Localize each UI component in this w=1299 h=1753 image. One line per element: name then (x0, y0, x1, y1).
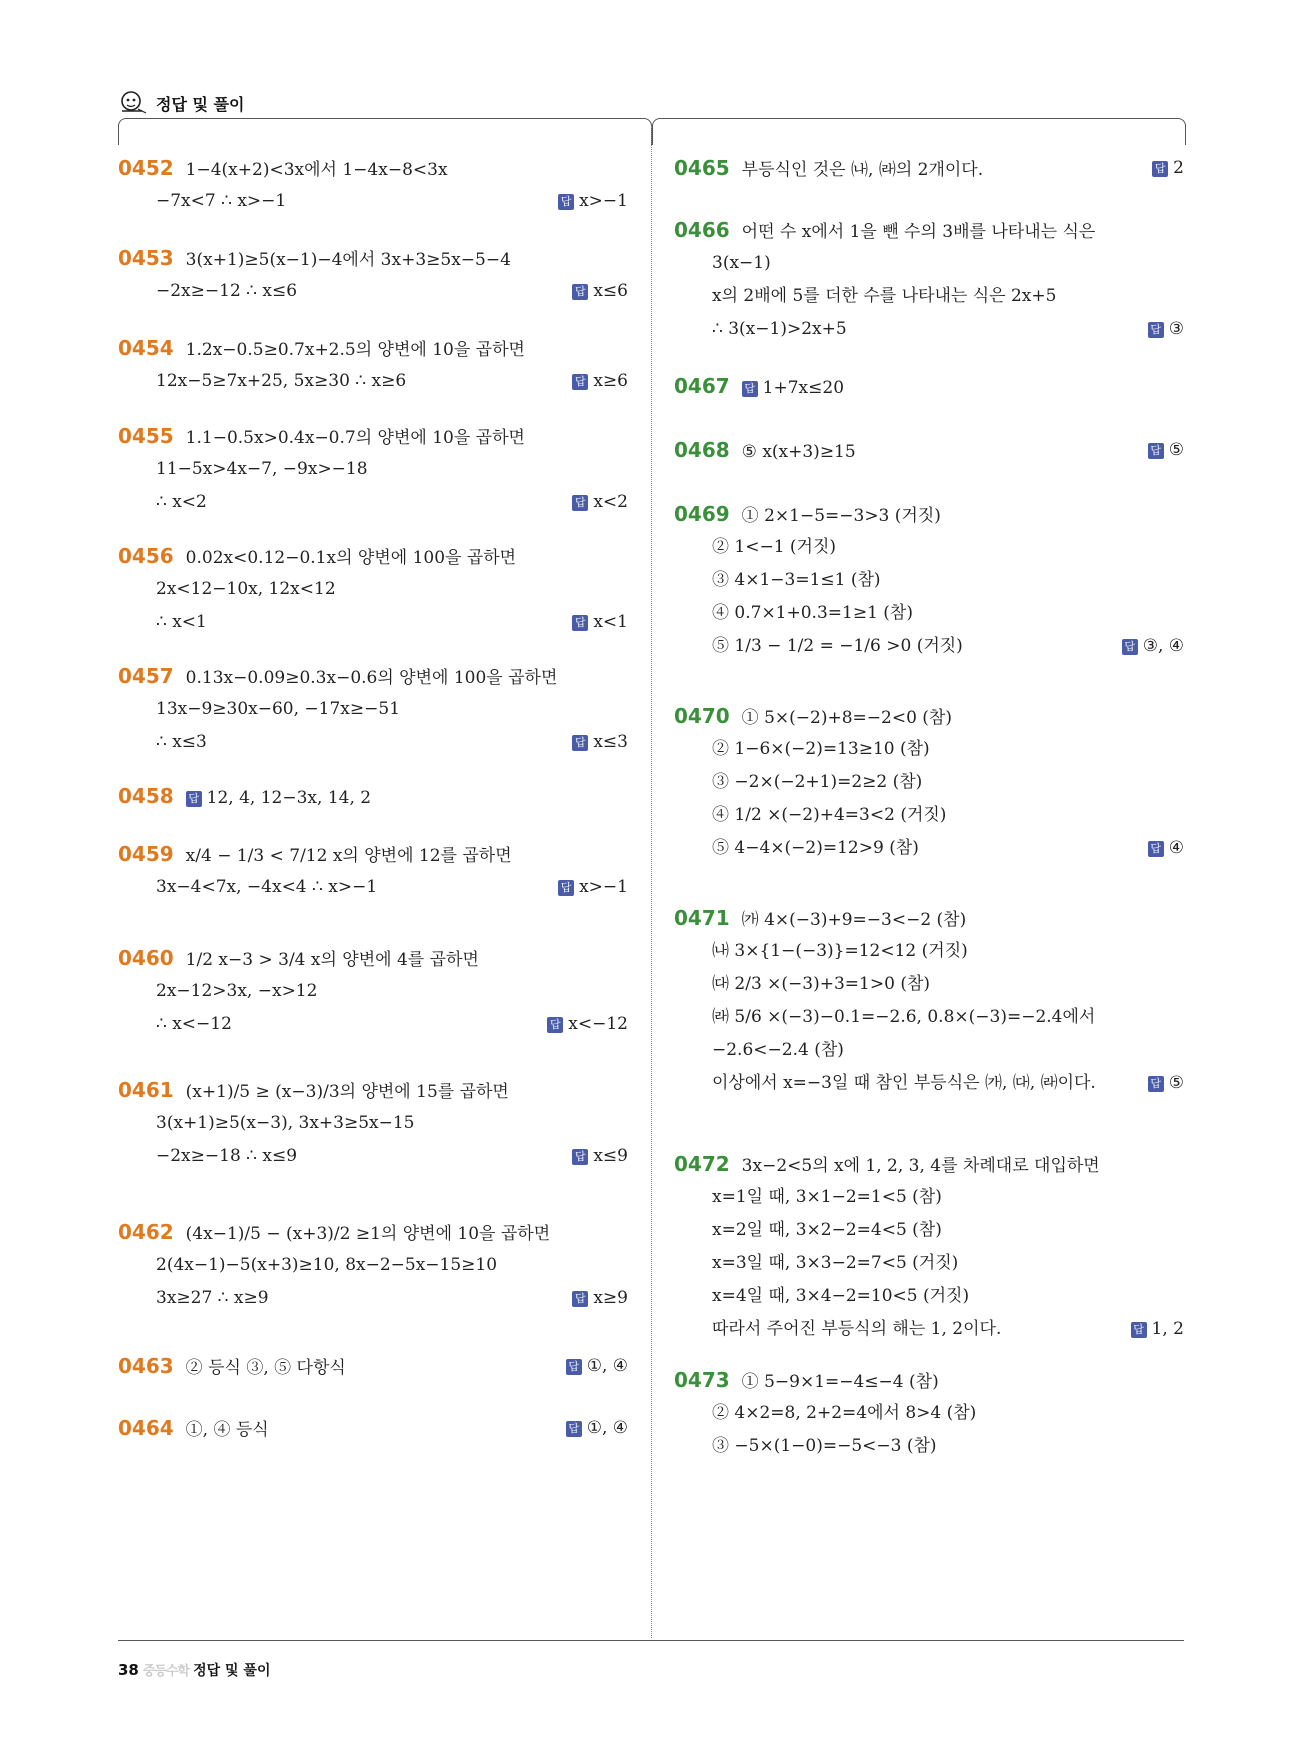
problem-line (674, 1148, 1184, 1181)
problem-line (118, 1216, 628, 1249)
problem-text: ⑤ 1/3 − 1/2 = −1/6 >0 (거짓) (712, 636, 963, 656)
answer-badge: 답 (1122, 639, 1138, 655)
answer-badge: 답 (572, 1149, 588, 1165)
footer-book-title: 중등수학 (142, 1664, 190, 1679)
problem-line (674, 968, 1184, 1001)
problem-line (118, 152, 628, 185)
problem-number: 0456 (118, 544, 174, 568)
problem-line (118, 1249, 628, 1282)
problem-text: ② 등식 ③, ⑤ 다항식 (185, 1358, 346, 1378)
problem-line (118, 1107, 628, 1140)
answer-badge: 답 (572, 735, 588, 751)
problem-text: 2(4x−1)−5(x+3)≥10, 8x−2−5x−15≥10 (156, 1255, 498, 1275)
answer-value: x≤9 (593, 1146, 628, 1166)
problem-number: 0473 (674, 1368, 730, 1392)
problem-line (674, 1280, 1184, 1313)
problem-text: ∴ 3(x−1)>2x+5 (712, 319, 847, 339)
problem-line (674, 280, 1184, 313)
problem-text: 1−4(x+2)<3x에서 1−4x−8<3x (185, 160, 448, 180)
answer (566, 1350, 628, 1383)
answer-badge: 답 (186, 791, 202, 807)
problem-text: x의 2배에 5를 더한 수를 나타내는 식은 2x+5 (712, 286, 1057, 306)
problem-text: x=4일 때, 3×4−2=10<5 (거짓) (712, 1286, 970, 1306)
problem-line (674, 1430, 1184, 1463)
problem-number: 0469 (674, 502, 730, 526)
answer-value: x<2 (593, 492, 628, 512)
problem-text: −2x≥−12 ∴ x≤6 (156, 281, 298, 301)
problem-number: 0471 (674, 906, 730, 930)
problem-line (674, 564, 1184, 597)
problem-text: ∴ x<2 (156, 492, 207, 512)
problem-text: 12, 4, 12−3x, 14, 2 (206, 788, 372, 808)
answer-value: x<−12 (568, 1014, 628, 1034)
header-title: 정답 및 풀이 (156, 94, 245, 114)
problem-text: ④ 0.7×1+0.3=1≥1 (참) (712, 603, 913, 623)
problem-line (118, 871, 628, 904)
problem-text: ④ 1/2 ×(−2)+4=3<2 (거짓) (712, 805, 947, 825)
problem-text: (x+1)/5 ≥ (x−3)/3의 양변에 15를 곱하면 (185, 1082, 509, 1102)
problem-line (118, 838, 628, 871)
problem-line (674, 1181, 1184, 1214)
problem-0460 (118, 942, 628, 1041)
problem-line (118, 1074, 628, 1107)
answer-badge: 답 (1152, 161, 1168, 177)
problem-text: ③ 4×1−3=1≤1 (참) (712, 570, 881, 590)
problem-number: 0459 (118, 842, 174, 866)
problem-0470 (674, 700, 1184, 865)
problem-line (118, 185, 628, 218)
problem-text: 1.1−0.5x>0.4x−0.7의 양변에 10을 곱하면 (185, 428, 525, 448)
problem-line (674, 902, 1184, 935)
problem-text: ② 4×2=8, 2+2=4에서 8>4 (참) (712, 1403, 977, 1423)
problem-line (674, 1313, 1184, 1346)
problem-number: 0452 (118, 156, 174, 180)
problem-text: ㈏ 3×{1−(−3)}=12<12 (거짓) (712, 941, 968, 961)
problem-text: 0.02x<0.12−0.1x의 양변에 100을 곱하면 (185, 548, 517, 568)
problem-text: x=1일 때, 3×1−2=1<5 (참) (712, 1187, 942, 1207)
problem-text: 3(x+1)≥5(x−3), 3x+3≥5x−15 (156, 1113, 415, 1133)
answer (1148, 832, 1184, 865)
answer (572, 1140, 628, 1173)
problem-line (674, 531, 1184, 564)
problem-line (674, 1214, 1184, 1247)
problem-0472 (674, 1148, 1184, 1346)
footer-section: 정답 및 풀이 (193, 1663, 271, 1679)
problem-line (674, 799, 1184, 832)
mascot-icon (118, 89, 148, 117)
problem-text: ① 5−9×1=−4≤−4 (참) (741, 1372, 939, 1392)
problem-text: 11−5x>4x−7, −9x>−18 (156, 459, 368, 479)
answer (1148, 313, 1184, 346)
problem-line (118, 660, 628, 693)
problem-line (674, 1247, 1184, 1280)
answer-badge: 답 (572, 615, 588, 631)
problem-text: x=2일 때, 3×2−2=4<5 (참) (712, 1220, 942, 1240)
problem-text: 이상에서 x=−3일 때 참인 부등식은 ㈎, ㈐, ㈑이다. (712, 1073, 1096, 1093)
problem-text: ∴ x<−12 (156, 1014, 232, 1034)
problem-0453 (118, 242, 628, 308)
problem-text: ∴ x<1 (156, 612, 207, 632)
answer-badge: 답 (572, 1291, 588, 1307)
problem-line (118, 942, 628, 975)
answer-badge: 답 (547, 1017, 563, 1033)
problem-number: 0457 (118, 664, 174, 688)
problem-text: ①, ④ 등식 (185, 1420, 269, 1440)
answer-value: x≥6 (593, 371, 628, 391)
problem-0466 (674, 214, 1184, 346)
answer-badge: 답 (1148, 1076, 1164, 1092)
problem-text: ① 2×1−5=−3>3 (거짓) (741, 506, 941, 526)
problem-number: 0462 (118, 1220, 174, 1244)
problem-text: ㈑ 5/6 ×(−3)−0.1=−2.6, 0.8×(−3)=−2.4에서 (712, 1007, 1096, 1027)
problem-line (674, 247, 1184, 280)
problem-text: 3x−4<7x, −4x<4 ∴ x>−1 (156, 877, 378, 897)
answer-badge: 답 (1148, 841, 1164, 857)
answer-badge: 답 (1131, 1322, 1147, 1338)
problem-text: 2x<12−10x, 12x<12 (156, 579, 336, 599)
left-column-frame (118, 118, 652, 145)
problem-text: ㈎ 4×(−3)+9=−3<−2 (참) (741, 910, 967, 930)
problem-line (674, 214, 1184, 247)
problem-number: 0464 (118, 1416, 174, 1440)
answer-badge: 답 (742, 381, 758, 397)
problem-line (118, 540, 628, 573)
answer-value: x>−1 (579, 877, 628, 897)
answer (572, 486, 628, 519)
answer-badge: 답 (566, 1359, 582, 1375)
problem-line (118, 1350, 628, 1383)
answer (572, 726, 628, 759)
problem-line (674, 1397, 1184, 1430)
answer-value: ①, ④ (586, 1356, 628, 1376)
problem-text: ③ −5×(1−0)=−5<−3 (참) (712, 1436, 937, 1456)
problem-text: −2x≥−18 ∴ x≤9 (156, 1146, 298, 1166)
problem-text: 1.2x−0.5≥0.7x+2.5의 양변에 10을 곱하면 (185, 340, 525, 360)
problem-line (118, 365, 628, 398)
problem-0456 (118, 540, 628, 639)
answer-badge: 답 (572, 374, 588, 390)
problem-line (118, 693, 628, 726)
answer (547, 1008, 628, 1041)
answer-value: x≤6 (593, 281, 628, 301)
answer-value: x<1 (593, 612, 628, 632)
answer-value: x≥9 (593, 1288, 628, 1308)
problem-0459 (118, 838, 628, 904)
problem-text: 어떤 수 x에서 1을 뺀 수의 3배를 나타내는 식은 (741, 222, 1096, 242)
problem-text: −7x<7 ∴ x>−1 (156, 191, 287, 211)
answer (1122, 630, 1184, 663)
problem-line (118, 1282, 628, 1315)
problem-number: 0470 (674, 704, 730, 728)
page-header (118, 88, 244, 118)
problem-line (674, 733, 1184, 766)
problem-line (118, 1140, 628, 1173)
problem-line (674, 1364, 1184, 1397)
problem-0452 (118, 152, 628, 218)
problem-number: 0465 (674, 156, 730, 180)
answer (1152, 152, 1184, 185)
problem-line (674, 370, 1184, 403)
problem-text: ㈐ 2/3 ×(−3)+3=1>0 (참) (712, 974, 931, 994)
problem-line (674, 766, 1184, 799)
problem-line (674, 1034, 1184, 1067)
answer-badge: 답 (566, 1421, 582, 1437)
answer-badge: 답 (572, 495, 588, 511)
problem-text: 부등식인 것은 ㈏, ㈑의 2개이다. (741, 160, 984, 180)
problem-line (674, 152, 1184, 185)
answer-value: ⑤ (1168, 440, 1184, 460)
problem-text: 1+7x≤20 (762, 378, 845, 398)
answer-badge: 답 (572, 284, 588, 300)
problem-text: 2x−12>3x, −x>12 (156, 981, 318, 1001)
answer (558, 185, 628, 218)
answer-value: ④ (1168, 838, 1184, 858)
answer (566, 1412, 628, 1445)
problem-0462 (118, 1216, 628, 1315)
problem-line (118, 1412, 628, 1445)
problem-text: 13x−9≥30x−60, −17x≥−51 (156, 699, 401, 719)
answer (572, 606, 628, 639)
problem-0467 (674, 370, 1184, 403)
page-number: 38 (118, 1661, 139, 1679)
answer-badge: 답 (1148, 443, 1164, 459)
problem-text: ① 5×(−2)+8=−2<0 (참) (741, 708, 952, 728)
problem-line (118, 242, 628, 275)
problem-number: 0472 (674, 1152, 730, 1176)
problem-0471 (674, 902, 1184, 1100)
right-column-frame (652, 118, 1186, 145)
problem-0473 (674, 1364, 1184, 1463)
problem-text: x=3일 때, 3×3−2=7<5 (거짓) (712, 1253, 959, 1273)
answer-value: ③ (1168, 319, 1184, 339)
answer (572, 275, 628, 308)
answer-value: x>−1 (579, 191, 628, 211)
problem-line (118, 332, 628, 365)
problem-text: (4x−1)/5 − (x+3)/2 ≥1의 양변에 10을 곱하면 (185, 1224, 551, 1244)
problem-0463 (118, 1350, 628, 1383)
problem-text: 3(x+1)≥5(x−1)−4에서 3x+3≥5x−5−4 (185, 250, 511, 270)
problem-line (118, 1008, 628, 1041)
problem-line (118, 453, 628, 486)
problem-line (118, 726, 628, 759)
problem-line (674, 630, 1184, 663)
answer (1148, 434, 1184, 467)
problem-text: ∴ x≤3 (156, 732, 207, 752)
page-footer (118, 1660, 270, 1680)
problem-number: 0468 (674, 438, 730, 462)
problem-line (118, 606, 628, 639)
answer-value: x≤3 (593, 732, 628, 752)
problem-text: 3x≥27 ∴ x≥9 (156, 1288, 269, 1308)
problem-line (118, 275, 628, 308)
problem-number: 0453 (118, 246, 174, 270)
problem-number: 0467 (674, 374, 730, 398)
problem-line (118, 975, 628, 1008)
problem-0457 (118, 660, 628, 759)
answer (558, 871, 628, 904)
answer-badge: 답 (558, 880, 574, 896)
problem-text: x/4 − 1/3 < 7/12 x의 양변에 12를 곱하면 (185, 846, 512, 866)
answer-value: ③, ④ (1142, 636, 1184, 656)
problem-line (674, 1001, 1184, 1034)
problem-line (674, 1067, 1184, 1100)
problem-text: 3(x−1) (712, 253, 771, 273)
answer-badge: 답 (1148, 322, 1164, 338)
problem-number: 0454 (118, 336, 174, 360)
problem-0464 (118, 1412, 628, 1445)
answer (572, 365, 628, 398)
problem-line (118, 486, 628, 519)
column-divider (651, 126, 652, 1638)
problem-number: 0458 (118, 784, 174, 808)
problem-number: 0455 (118, 424, 174, 448)
problem-line (674, 700, 1184, 733)
problem-number: 0460 (118, 946, 174, 970)
problem-number: 0461 (118, 1078, 174, 1102)
answer (1131, 1313, 1184, 1346)
answer (1148, 1067, 1184, 1100)
problem-line (118, 780, 628, 813)
answer-value: 1, 2 (1151, 1319, 1184, 1339)
problem-0461 (118, 1074, 628, 1173)
problem-number: 0466 (674, 218, 730, 242)
problem-0468 (674, 434, 1184, 467)
problem-line (674, 832, 1184, 865)
answer-value: ⑤ (1168, 1073, 1184, 1093)
answer-value: 2 (1173, 158, 1184, 178)
problem-text: ② 1<−1 (거짓) (712, 537, 837, 557)
problem-text: 1/2 x−3 > 3/4 x의 양변에 4를 곱하면 (185, 950, 479, 970)
problem-line (674, 935, 1184, 968)
problem-line (118, 420, 628, 453)
problem-text: −2.6<−2.4 (참) (712, 1040, 844, 1060)
answer-value: ①, ④ (586, 1418, 628, 1438)
problem-line (674, 498, 1184, 531)
problem-text: 따라서 주어진 부등식의 해는 1, 2이다. (712, 1319, 1002, 1339)
problem-line (674, 434, 1184, 467)
problem-0454 (118, 332, 628, 398)
problem-text: ② 1−6×(−2)=13≥10 (참) (712, 739, 930, 759)
problem-text: ⑤ 4−4×(−2)=12>9 (참) (712, 838, 919, 858)
answer-badge: 답 (558, 194, 574, 210)
problem-number: 0463 (118, 1354, 174, 1378)
problem-0455 (118, 420, 628, 519)
problem-0458 (118, 780, 628, 813)
problem-text: 3x−2<5의 x에 1, 2, 3, 4를 차례대로 대입하면 (741, 1156, 1100, 1176)
bottom-rule (118, 1640, 1184, 1641)
problem-text: 12x−5≥7x+25, 5x≥30 ∴ x≥6 (156, 371, 407, 391)
problem-line (118, 573, 628, 606)
problem-line (674, 313, 1184, 346)
answer (572, 1282, 628, 1315)
problem-line (674, 597, 1184, 630)
problem-text: 0.13x−0.09≥0.3x−0.6의 양변에 100을 곱하면 (185, 668, 558, 688)
problem-text: ③ −2×(−2+1)=2≥2 (참) (712, 772, 923, 792)
problem-0465 (674, 152, 1184, 185)
problem-0469 (674, 498, 1184, 663)
problem-text: ⑤ x(x+3)≥15 (741, 442, 856, 462)
